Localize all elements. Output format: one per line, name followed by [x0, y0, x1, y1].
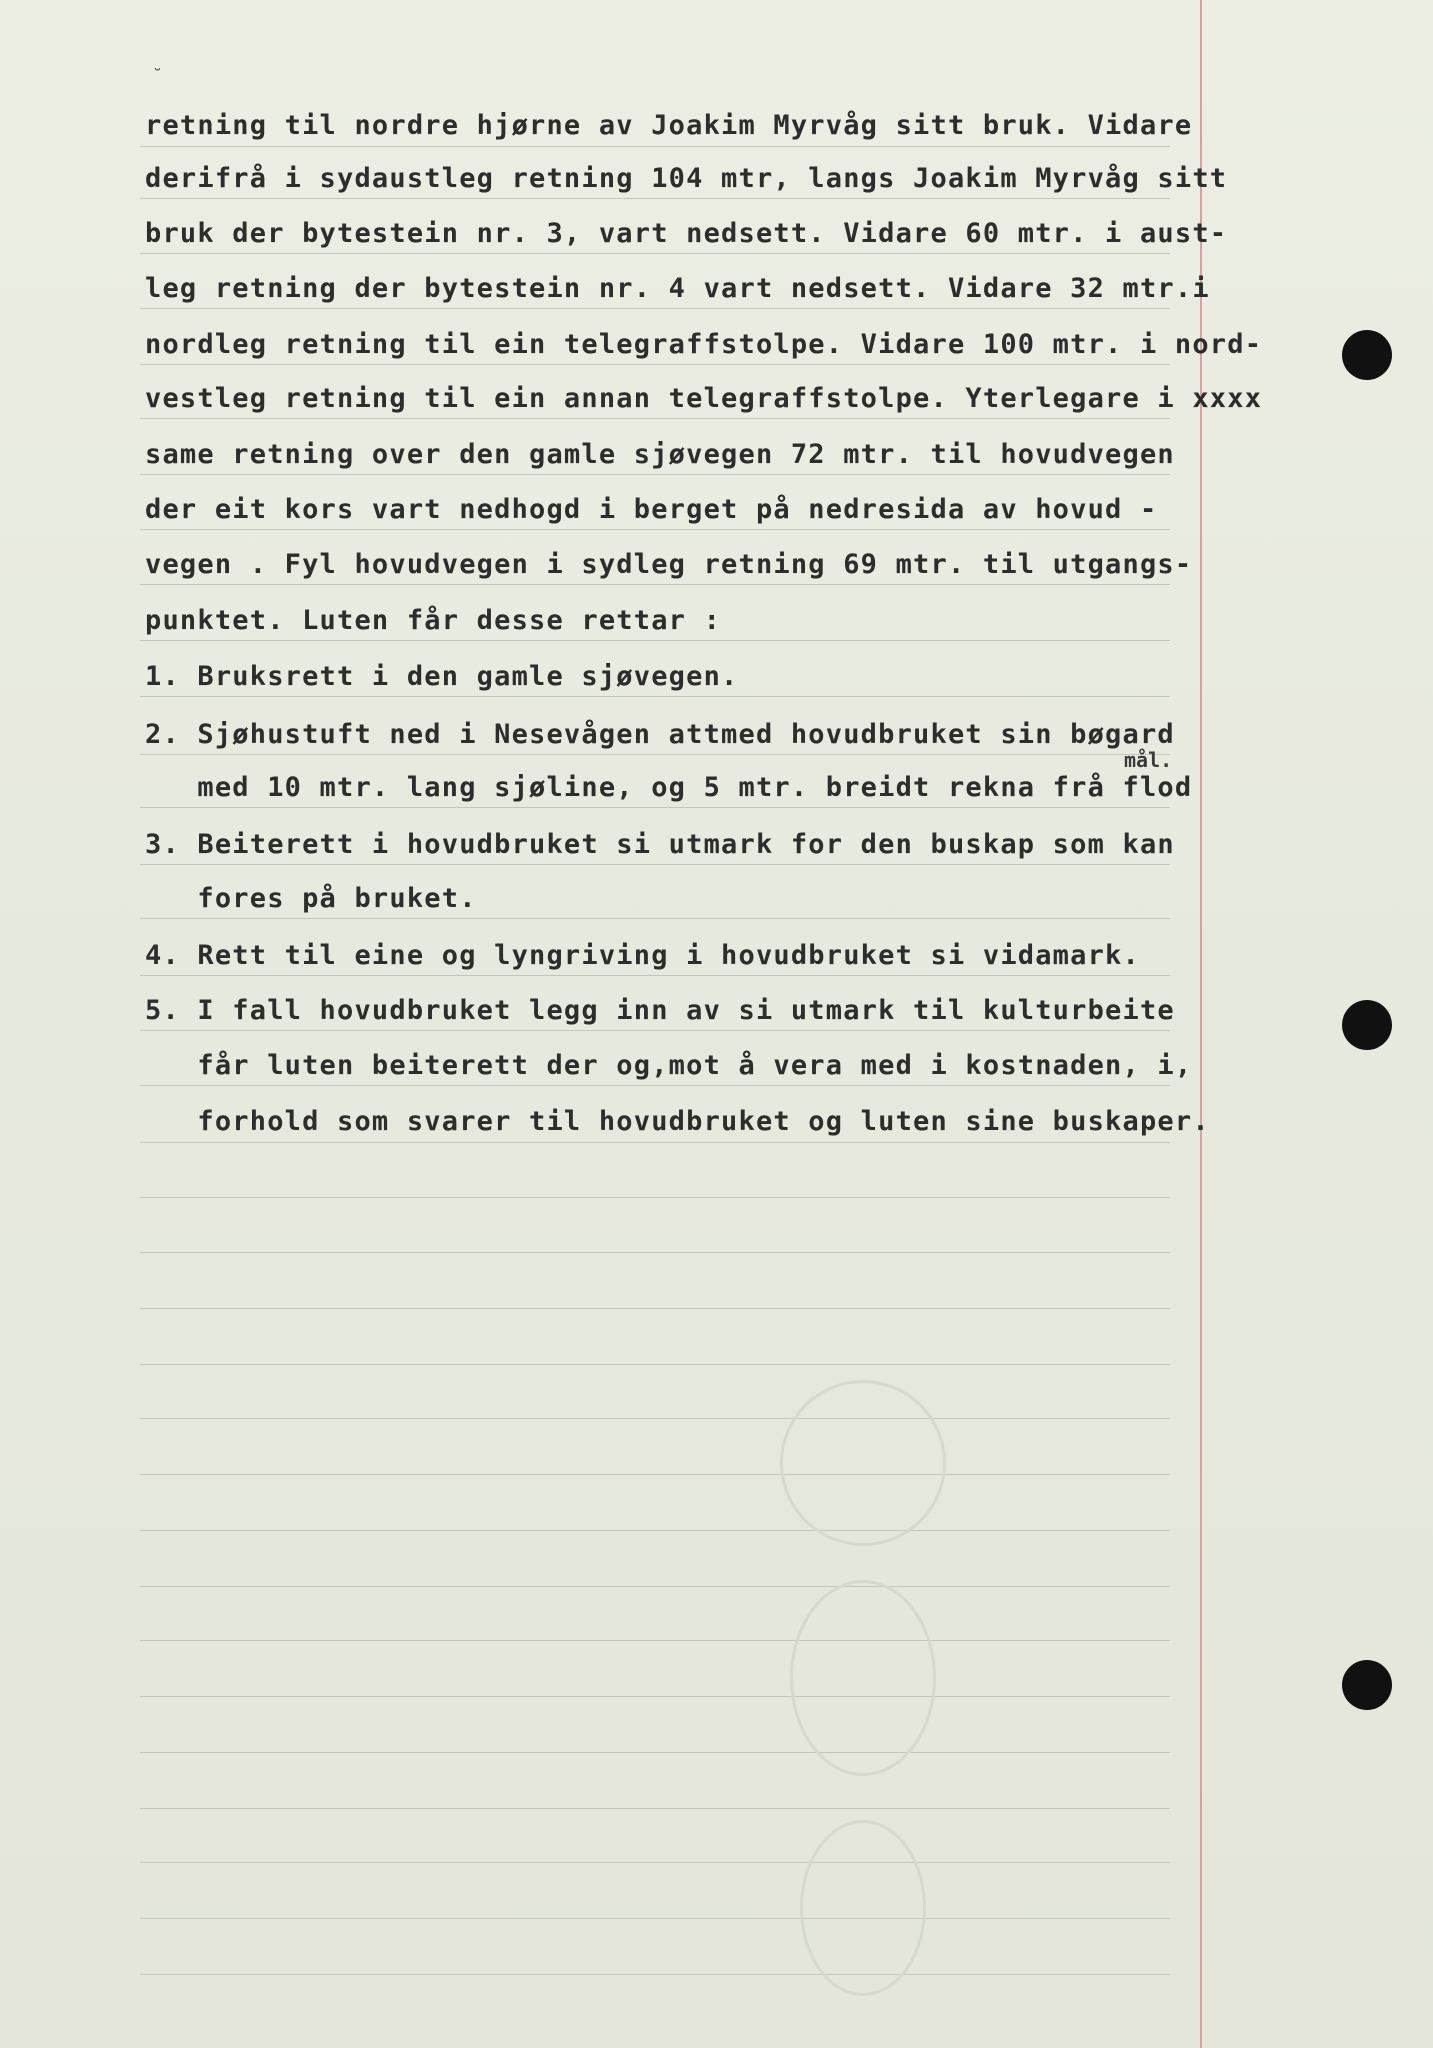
text-line: punktet. Luten får desse rettar : [145, 605, 722, 636]
text-line: der eit kors vart nedhogd i berget på nedresida av hovud - [145, 494, 1158, 525]
list-item-1: 1. Bruksrett i den gamle sjøvegen. [145, 661, 739, 692]
stray-mark: ˘ [152, 66, 163, 87]
text-line: derifrå i sydaustleg retning 104 mtr, langs Joakim Myrvåg sitt [145, 163, 1228, 194]
list-item-4: 4. Rett til eine og lyngriving i hovudbruket si vidamark. [145, 940, 1140, 971]
text-line: same retning over den gamle sjøvegen 72 mtr. til hovudvegen [145, 439, 1175, 470]
list-item-5-cont: får luten beiterett der og,mot å vera med i kostnaden, i, [145, 1050, 1193, 1081]
list-item-2-cont: med 10 mtr. lang sjøline, og 5 mtr. breidt rekna frå flod [145, 772, 1193, 803]
list-item-3-cont: fores på bruket. [145, 883, 477, 914]
text-line: leg retning der bytestein nr. 4 vart nedsett. Vidare 32 mtr.i [145, 273, 1210, 304]
list-item-5-cont: forhold som svarer til hovudbruket og luten sine buskaper. [145, 1106, 1210, 1137]
text-line: vestleg retning til ein annan telegraffstolpe. Yterlegare i xxxx [145, 383, 1263, 414]
list-item-3: 3. Beiterett i hovudbruket si utmark for den buskap som kan [145, 829, 1175, 860]
superscript-note: mål. [1124, 748, 1173, 772]
text-line: vegen . Fyl hovudvegen i sydleg retning 69 mtr. til utgangs- [145, 549, 1193, 580]
list-item-5: 5. I fall hovudbruket legg inn av si utmark til kulturbeite [145, 995, 1175, 1026]
text-line: bruk der bytestein nr. 3, vart nedsett. Vidare 60 mtr. i aust- [145, 218, 1228, 249]
text-line: retning til nordre hjørne av Joakim Myrvåg sitt bruk. Vidare [145, 110, 1193, 141]
list-item-2: 2. Sjøhustuft ned i Nesevågen attmed hovudbruket sin bøgard [145, 719, 1175, 750]
text-line: nordleg retning til ein telegraffstolpe. Vidare 100 mtr. i nord- [145, 329, 1263, 360]
